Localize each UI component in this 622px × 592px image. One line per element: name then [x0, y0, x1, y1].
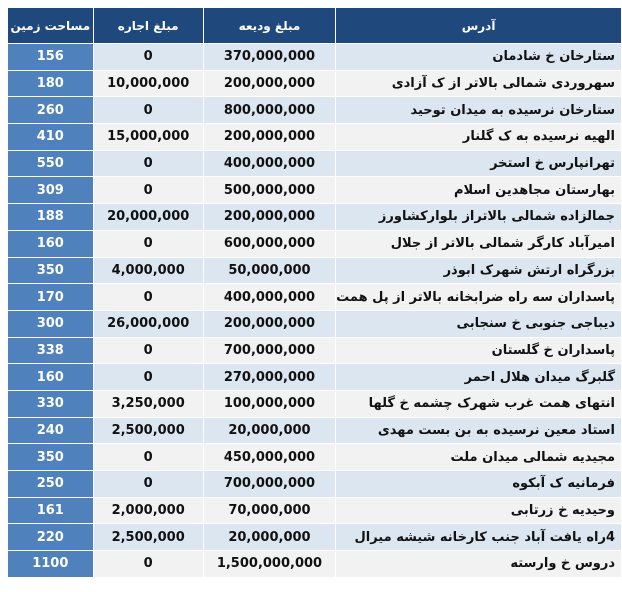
address-cell: بزرگراه ارتش شهرک ابوذر [336, 257, 622, 284]
address-cell: فرمانیه ک آبکوه [336, 471, 622, 498]
table-row [8, 390, 622, 417]
deposit-cell: 100,000,000 [203, 390, 335, 417]
deposit-cell: 600,000,000 [203, 230, 335, 257]
table-row [8, 124, 622, 151]
rent-cell: 3,250,000 [93, 390, 203, 417]
deposit-cell: 700,000,000 [203, 471, 335, 498]
rent-cell: 26,000,000 [93, 310, 203, 337]
address-cell: الهیه نرسیده به ک گلنار [336, 124, 622, 151]
address-cell: امیرآباد کارگر شمالی بالاتر از جلال [336, 230, 622, 257]
area-cell: 350 [8, 257, 94, 284]
address-cell: پاسداران سه راه ضرابخانه بالاتر از پل همت [336, 284, 622, 311]
address-cell: ستارخان نرسیده به میدان توحید [336, 97, 622, 124]
table-body [8, 44, 622, 578]
area-cell: 309 [8, 177, 94, 204]
rent-cell: 0 [93, 364, 203, 391]
deposit-cell: 270,000,000 [203, 364, 335, 391]
table-row [8, 284, 622, 311]
address-cell: پاسداران خ گلستان [336, 337, 622, 364]
deposit-cell: 1,500,000,000 [203, 551, 335, 578]
address-cell: بهارستان مجاهدین اسلام [336, 177, 622, 204]
table-row [8, 364, 622, 391]
area-cell: 1100 [8, 551, 94, 578]
table-row [8, 310, 622, 337]
table-row [8, 497, 622, 524]
deposit-cell: 700,000,000 [203, 337, 335, 364]
area-cell: 260 [8, 97, 94, 124]
area-cell: 160 [8, 364, 94, 391]
deposit-cell: 450,000,000 [203, 444, 335, 471]
table-row [8, 444, 622, 471]
deposit-cell: 200,000,000 [203, 204, 335, 231]
deposit-cell: 50,000,000 [203, 257, 335, 284]
deposit-cell: 200,000,000 [203, 310, 335, 337]
rent-cell: 2,000,000 [93, 497, 203, 524]
deposit-cell: 20,000,000 [203, 524, 335, 551]
deposit-cell: 500,000,000 [203, 177, 335, 204]
area-cell: 250 [8, 471, 94, 498]
header-area: مساحت زمین [8, 8, 94, 44]
address-cell: استاد معین نرسیده به بن بست مهدی [336, 417, 622, 444]
address-cell: گلبرگ میدان هلال احمر [336, 364, 622, 391]
deposit-cell: 200,000,000 [203, 124, 335, 151]
rent-cell: 0 [93, 444, 203, 471]
table-row [8, 44, 622, 71]
area-cell: 330 [8, 390, 94, 417]
header-address: آدرس [336, 8, 622, 44]
area-cell: 161 [8, 497, 94, 524]
rent-cell: 2,500,000 [93, 417, 203, 444]
deposit-cell: 70,000,000 [203, 497, 335, 524]
area-cell: 220 [8, 524, 94, 551]
deposit-cell: 400,000,000 [203, 284, 335, 311]
address-cell: مجیدیه شمالی میدان ملت [336, 444, 622, 471]
table-row [8, 204, 622, 231]
rent-cell: 0 [93, 97, 203, 124]
header-rent: مبلغ اجاره [93, 8, 203, 44]
table-row [8, 337, 622, 364]
rent-cell: 2,500,000 [93, 524, 203, 551]
deposit-cell: 400,000,000 [203, 150, 335, 177]
address-cell: انتهای همت غرب شهرک چشمه خ گلها [336, 390, 622, 417]
table-row [8, 230, 622, 257]
table-row [8, 177, 622, 204]
rent-cell: 15,000,000 [93, 124, 203, 151]
deposit-cell: 800,000,000 [203, 97, 335, 124]
table-row [8, 471, 622, 498]
area-cell: 350 [8, 444, 94, 471]
rent-cell: 20,000,000 [93, 204, 203, 231]
header-row [8, 8, 622, 44]
address-cell: جمالزاده شمالی بالاتراز بلوارکشاورز [336, 204, 622, 231]
address-cell: تهرانپارس خ استخر [336, 150, 622, 177]
area-cell: 550 [8, 150, 94, 177]
rent-cell: 0 [93, 551, 203, 578]
deposit-cell: 200,000,000 [203, 70, 335, 97]
area-cell: 410 [8, 124, 94, 151]
rent-cell: 0 [93, 337, 203, 364]
address-cell: دیباجی جنوبی خ سنجابی [336, 310, 622, 337]
area-cell: 180 [8, 70, 94, 97]
table-row [8, 97, 622, 124]
area-cell: 300 [8, 310, 94, 337]
rent-cell: 4,000,000 [93, 257, 203, 284]
rent-cell: 0 [93, 150, 203, 177]
deposit-cell: 20,000,000 [203, 417, 335, 444]
address-cell: دروس خ وارسته [336, 551, 622, 578]
table-row [8, 150, 622, 177]
area-cell: 160 [8, 230, 94, 257]
area-cell: 170 [8, 284, 94, 311]
table-row [8, 417, 622, 444]
rent-cell: 0 [93, 230, 203, 257]
area-cell: 338 [8, 337, 94, 364]
table-row [8, 524, 622, 551]
header-deposit: مبلغ ودیعه [203, 8, 335, 44]
rent-cell: 0 [93, 177, 203, 204]
address-cell: ستارخان خ شادمان [336, 44, 622, 71]
area-cell: 156 [8, 44, 94, 71]
area-cell: 240 [8, 417, 94, 444]
table-row [8, 257, 622, 284]
deposit-cell: 370,000,000 [203, 44, 335, 71]
address-cell: وحیدیه خ زرتابی [336, 497, 622, 524]
area-cell: 188 [8, 204, 94, 231]
rent-cell: 0 [93, 471, 203, 498]
table-row [8, 551, 622, 578]
rent-cell: 10,000,000 [93, 70, 203, 97]
rent-cell: 0 [93, 284, 203, 311]
table-row [8, 70, 622, 97]
address-cell: سهروردی شمالی بالاتر از ک آزادی [336, 70, 622, 97]
rent-cell: 0 [93, 44, 203, 71]
address-cell: 4راه یافت آباد جنب کارخانه شیشه میرال [336, 524, 622, 551]
listings-table [7, 7, 622, 578]
